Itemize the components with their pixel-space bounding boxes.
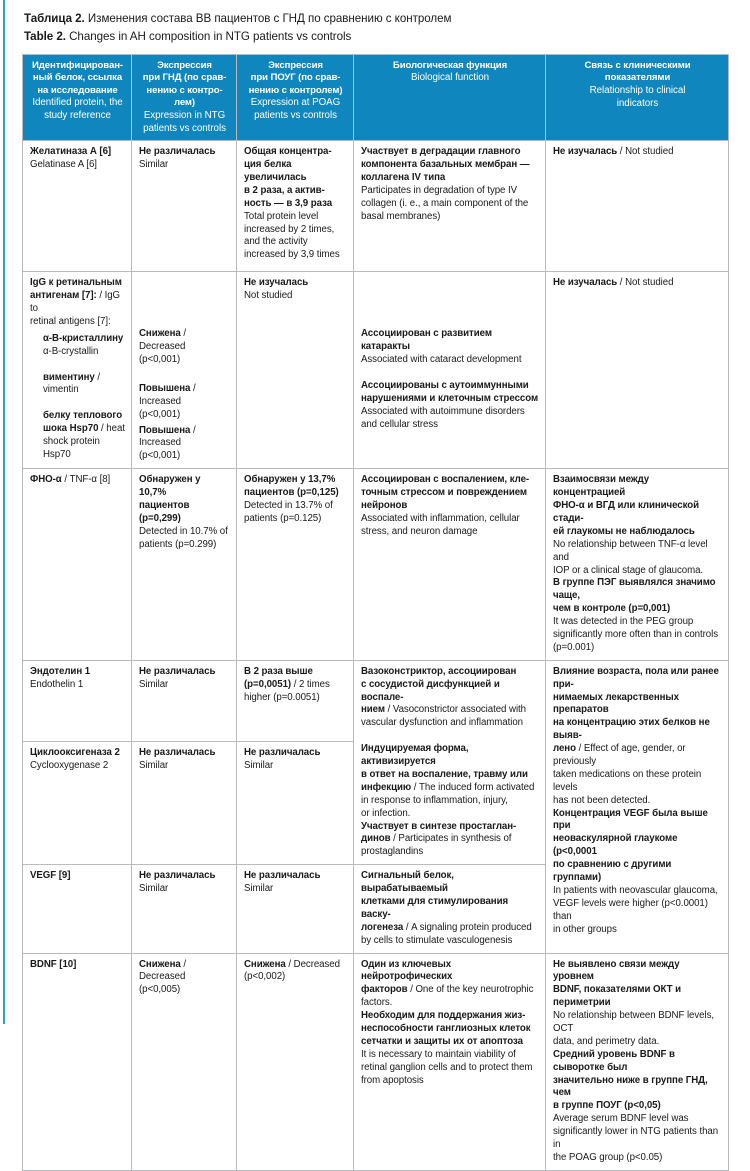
protein-name-en: Gelatinase A [6] — [30, 159, 97, 171]
cell-biological-function — [354, 141, 546, 272]
clinical-a-ru: Влияние возраста, пола или ранее при- нимаемых лекарственных препаратов на концентрацию этих белков не выяв- лено — [553, 665, 719, 755]
column-header-protein-en: Identified protein, the study reference — [32, 97, 123, 122]
poag-value-ru: Не различалась — [244, 747, 321, 759]
cell-poag-expression — [237, 953, 354, 1170]
column-header-poag-expression-en: Expression at POAG patients vs controls — [250, 97, 341, 122]
cell-clinical-relationship — [546, 141, 729, 272]
page-edge-rule — [3, 0, 5, 1024]
protein-name-ru: IgG к ретинальным антигенам [7]: — [30, 277, 122, 302]
table-row — [23, 660, 729, 741]
clinical-en: / Not studied — [617, 146, 674, 158]
table-header — [23, 54, 729, 140]
ntg-value-en: Similar — [139, 159, 169, 171]
clinical-b-en: Average serum BDNF level was significantly lower in NTG patients than in the POAG group (p<0.05) — [553, 1113, 719, 1163]
ntg-value-en: Similar — [139, 760, 169, 771]
function-en: / A signaling protein produced by cells to stimulate vasculogenesis — [361, 921, 532, 946]
protein-subitem-a-en: α-B-crystallin — [43, 345, 99, 357]
protein-subitem-c-en: / heat shock protein Hsp70 — [43, 423, 125, 461]
ntg-value-ru: Не различалась — [139, 665, 216, 677]
cell-poag-expression — [237, 469, 354, 660]
function-b-ru: Ассоциированы с аутоиммунными нарушениями и клеточным стрессом — [361, 379, 539, 404]
table-caption-ru — [24, 11, 726, 27]
poag-value-en: Total protein level increased by 2 times, and the activity increased by 3,9 times — [244, 210, 340, 261]
column-header-ntg-expression — [132, 54, 237, 140]
poag-value-en: Detected in 13.7% of patients (p=0.125) — [244, 500, 333, 524]
clinical-b-ru: Средний уровень BDNF в сыворотке был значительно ниже в группе ГНД, чем в группе ПОУГ (p<0,05) — [553, 1048, 708, 1112]
poag-value-en: / Decreased (p<0,002) — [244, 958, 340, 983]
cell-clinical-relationship — [546, 469, 729, 660]
protein-name-ru: Циклооксигеназа 2 — [30, 747, 120, 759]
cell-ntg-expression — [132, 865, 237, 953]
cell-clinical-relationship — [546, 660, 729, 953]
ntg-value-a-ru: Снижена — [139, 328, 181, 340]
poag-value-ru: Снижена — [244, 958, 286, 970]
function-b-en: Associated with autoimmune disorders and cellular stress — [361, 405, 525, 430]
cell-protein — [23, 272, 132, 469]
column-header-clinical-relationship — [546, 54, 729, 140]
table-caption-ru-label: Таблица 2. — [24, 12, 85, 25]
table-caption-ru-text: Изменения состава ВВ пациентов с ГНД по сравнению с контролем — [84, 12, 452, 25]
clinical-en: / Not studied — [617, 277, 674, 289]
protein-subitem-b — [30, 372, 125, 398]
table-caption — [22, 0, 728, 46]
cell-ntg-expression — [132, 141, 237, 272]
function-a-ru: Один из ключевых нейротрофических факторов — [361, 958, 453, 996]
ntg-value-ru: Не различалась — [139, 747, 216, 759]
cell-biological-function — [354, 660, 546, 864]
table-header-row — [23, 54, 729, 140]
cell-poag-expression — [237, 742, 354, 865]
poag-value-ru: Общая концентра- ция белка увеличилась в 2 раза, а актив- ность — в 3,9 раза — [244, 146, 333, 209]
ntg-value-ru: Не различалась — [139, 870, 216, 882]
table-caption-en-label: Table 2. — [24, 30, 66, 44]
ntg-value-c-ru: Повышена — [139, 424, 191, 436]
function-en: Associated with inflammation, cellular stress, and neuron damage — [361, 512, 520, 537]
column-header-biological-function — [354, 54, 546, 140]
cell-biological-function — [354, 272, 546, 469]
function-en: / Vasoconstrictor associated with vascular dysfunction and inflammation — [361, 704, 527, 729]
function-b-en: / Participates in synthesis of prostaglandins — [361, 833, 512, 858]
cell-ntg-expression — [132, 469, 237, 660]
ntg-value-a-en: / Decreased (p<0,001) — [139, 328, 187, 366]
ntg-value-en: Detected in 10.7% of patients (p=0.299) — [139, 525, 228, 550]
column-header-clinical-relationship-ru: Связь с клиническими показателями — [584, 59, 691, 84]
table-page — [22, 0, 728, 1171]
ntg-value-b-ru: Повышена — [139, 382, 191, 394]
table-caption-en-text: Changes in AH composition in NTG patients vs controls — [65, 30, 352, 44]
clinical-b-en: It was detected in the PEG group significantly more often than in controls (p=0.001) — [553, 616, 719, 653]
column-header-biological-function-en: Biological function — [410, 72, 490, 84]
table-row — [23, 272, 729, 469]
ntg-value-en: Similar — [139, 678, 169, 690]
poag-value-en: / 2 times higher (p=0.0051) — [244, 678, 330, 703]
cell-ntg-expression — [132, 272, 237, 469]
cell-protein — [23, 953, 132, 1170]
clinical-a-en: No relationship between BDNF levels, OCT data, and perimetry data. — [553, 1010, 714, 1047]
clinical-a-en: / Effect of age, gender, or previously taken medications on these protein levels has not been detected. — [553, 743, 702, 806]
clinical-ru: Не изучалась — [553, 277, 618, 289]
protein-name-ru: BDNF [10] — [30, 958, 77, 970]
protein-subitem-c — [30, 410, 125, 462]
poag-value-ru: Не изучалась — [244, 277, 309, 289]
clinical-a-ru: Не выявлено связи между уровнем BDNF, показателями ОКТ и периметрии — [553, 958, 681, 1009]
clinical-a-en: No relationship between TNF-α level and IOP or a clinical stage of glaucoma. — [553, 538, 708, 576]
function-ru: Сигнальный белок, вырабатываемый клетками для стимулирования васку- логенеза — [361, 870, 509, 933]
cell-ntg-expression — [132, 660, 237, 741]
poag-value-ru: В 2 раза выше (p=0,0051) — [244, 665, 313, 690]
table-row — [23, 469, 729, 660]
cell-biological-function — [354, 953, 546, 1170]
column-header-clinical-relationship-en: Relationship to clinical indicators — [589, 84, 686, 109]
protein-name-en: Cyclooxygenase 2 — [30, 760, 109, 771]
table-row — [23, 953, 729, 1170]
function-a-en: Associated with cataract development — [361, 354, 522, 366]
column-header-poag-expression-ru: Экспрессия при ПОУГ (по срав- нению с контролем) — [248, 59, 343, 96]
ntg-value-ru: Обнаружен у 10,7% пациентов (p=0,299) — [139, 474, 201, 524]
cell-biological-function — [354, 469, 546, 660]
cell-protein — [23, 141, 132, 272]
cell-biological-function — [354, 865, 546, 953]
ntg-value-c-en: / Increased (p<0,001) — [139, 424, 196, 462]
function-b-ru: Необходим для поддержания жиз- неспособности ганглиозных клеток сетчатки и защиты их от апоптоза — [361, 1010, 531, 1047]
cell-poag-expression — [237, 141, 354, 272]
column-header-protein — [23, 54, 132, 140]
ntg-value-ru: Не различалась — [139, 146, 216, 158]
protein-name-ru: Желатиназа А [6] — [30, 146, 112, 158]
function-ru: Вазоконстриктор, ассоциирован с сосудистой дисфункцией и воспале- нием — [361, 665, 517, 716]
cell-poag-expression — [237, 865, 354, 953]
column-header-biological-function-ru: Биологическая функция — [392, 59, 508, 71]
table-body — [23, 141, 729, 1171]
cell-protein — [23, 469, 132, 660]
cell-clinical-relationship — [546, 953, 729, 1170]
ntg-value-en: / Decreased (p<0,005) — [139, 958, 187, 996]
function-b-en: It is necessary to maintain viability of retinal ganglion cells and to protect them from apoptosis — [361, 1048, 533, 1086]
protein-name-en: / IgG to retinal antigens [7]: — [30, 290, 121, 327]
column-header-poag-expression — [237, 54, 354, 140]
poag-value-ru: Обнаружен у 13,7% пациентов (p=0,125) — [244, 474, 339, 499]
cell-protein — [23, 742, 132, 865]
protein-name-en: Endothelin 1 — [30, 678, 84, 690]
protein-subitem-c-ru: белку теплового шока Hsp70 — [43, 410, 123, 435]
cell-clinical-relationship — [546, 272, 729, 469]
protein-name-en: / TNF-α [8] — [61, 474, 111, 486]
cell-ntg-expression — [132, 742, 237, 865]
column-header-ntg-expression-en: Expression in NTG patients vs controls — [143, 109, 226, 134]
poag-value-en: Similar — [244, 760, 274, 771]
cell-ntg-expression — [132, 953, 237, 1170]
cell-protein — [23, 865, 132, 953]
protein-name-ru: VEGF [9] — [30, 870, 71, 882]
ntg-value-b-en: / Increased (p<0,001) — [139, 382, 196, 420]
clinical-b-ru: Концентрация VEGF была выше при неоваскулярной глаукоме (p<0,0001 по сравнению с другими группами) — [553, 807, 708, 883]
ntg-value-en: Similar — [139, 883, 169, 895]
protein-name-ru: Эндотелин 1 — [30, 665, 91, 677]
composition-table — [22, 54, 729, 1171]
cell-poag-expression — [237, 660, 354, 741]
poag-value-en: Similar — [244, 883, 274, 895]
function-b-ru: Участвует в синтезе простаглан- динов — [361, 820, 517, 845]
table-row — [23, 141, 729, 272]
cell-protein — [23, 660, 132, 741]
function-en: Participates in degradation of type IV collagen (i. e., a main component of the basal membranes) — [361, 184, 529, 222]
protein-subitem-b-en: / vimentin — [43, 371, 100, 396]
function-a-en: / One of the key neurotrophic factors. — [361, 984, 534, 1009]
function-a-en: / The induced form activated in response to inflammation, injury, or infection. — [361, 781, 535, 819]
clinical-b-ru: В группе ПЭГ выявлялся значимо чаще, чем в контроле (p=0,001) — [553, 577, 716, 615]
clinical-b-en: In patients with neovascular glaucoma, VEGF levels were higher (p<0.0001) than in other groups — [553, 884, 718, 935]
table-caption-en — [24, 29, 726, 45]
function-a-ru: Ассоциирован с развитием катаракты — [361, 328, 492, 353]
cell-poag-expression — [237, 272, 354, 469]
ntg-value-ru: Снижена — [139, 958, 181, 970]
protein-subitem-b-ru: виментину — [43, 371, 95, 383]
clinical-a-ru: Взаимосвязи между концентрацией ФНО-α и ВГД или клинической стади- ей глаукомы не наблюдалось — [553, 474, 700, 537]
poag-value-ru: Не различалась — [244, 870, 321, 882]
clinical-ru: Не изучалась — [553, 146, 618, 158]
function-ru: Участвует в деградации главного компонента базальных мембран — коллагена IV типа — [361, 146, 530, 184]
function-ru: Ассоциирован с воспалением, кле- точным стрессом и повреждением нейронов — [361, 474, 530, 512]
column-header-protein-ru: Идентифицирован- ный белок, ссылка на исследование — [31, 59, 124, 96]
function-a-ru: Индуцируемая форма, активизируется в ответ на воспаление, травму или инфекцию — [361, 743, 528, 793]
column-header-ntg-expression-ru: Экспрессия при ГНД (по срав- нению с контро- лем) — [142, 59, 227, 109]
poag-value-en: Not studied — [244, 290, 293, 302]
protein-subitem-a-ru: α-B-кристаллину — [43, 332, 124, 344]
protein-name-ru: ФНО-α — [30, 474, 62, 486]
